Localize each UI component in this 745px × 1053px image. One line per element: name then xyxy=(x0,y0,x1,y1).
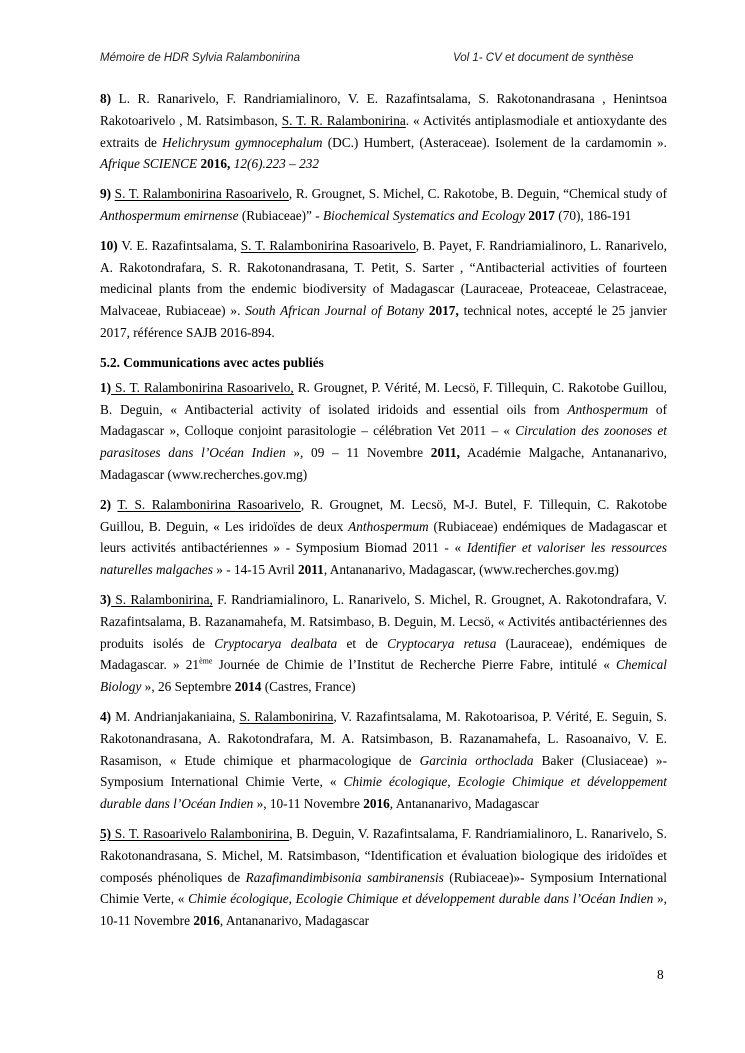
communication-entry-5: 5) S. T. Rasoarivelo Ralambonirina, B. Deguin, V. Razafintsalama, F. Randriamialinoro, L. Ranarivelo, S. Rakotonandrasana, S. Michel, M. Ratsimbason, “Identification et évaluation biologique des iridoïdes et composés phénoliques de Razafimandimbisonia sambiranensis (Rubiaceae)»- Symposium International Chimie Verte, « Chimie écologique, Ecologie Chimique et développement durable dans l’Océan Indien », 10-11 Novembre 2016, Antananarivo, Madagascar xyxy=(100,825,668,929)
entry-number: 8) xyxy=(100,91,112,106)
running-header-right: Vol 1- CV et document de synthèse xyxy=(453,52,634,64)
author-highlight: S. T. Ralambonirina Rasoarivelo, xyxy=(111,379,294,395)
volume: technical notes, accepté le 25 janvier 2017, référence SAJB 2016-894. xyxy=(100,303,667,340)
journal-name: Afrique SCIENCE xyxy=(100,156,198,172)
species-name: Anthospermum xyxy=(348,518,429,534)
event-title: Circulation des zoonoses et parasitoses dans l’Océan Indien xyxy=(100,423,667,461)
communication-entry-2: 2) T. S. Ralambonirina Rasoarivelo, R. Grougnet, M. Lecsö, M-J. Butel, F. Tillequin, C. Rakotobe Guillou, B. Deguin, « Les iridoïdes de deux Anthospermum (Rubiaceae) endémiques de Madagascar et leurs activités antibactériennes » - Symposium Biomad 2011 - « Identifier et valoriser les ressources naturelles malgaches » - 14-15 Avril 2011, Antananarivo, Madagascar, (www.recherches.gov.mg) xyxy=(100,496,667,578)
year: 2014 xyxy=(234,679,262,695)
species-name: Helichrysum gymnocephalum xyxy=(162,134,323,150)
author-highlight: S. T. Ralambonirina Rasoarivelo xyxy=(240,237,416,253)
page-content xyxy=(100,88,667,940)
species-name: Anthospermum xyxy=(567,401,649,417)
species-name: Razafimandimbisonia sambiranensis xyxy=(245,869,444,885)
entry-number: 10) xyxy=(100,237,118,253)
species-name: Cryptocarya dealbata xyxy=(214,635,338,651)
page-number: 8 xyxy=(657,967,664,982)
volume: 12(6).223 – 232 xyxy=(230,156,320,172)
event-title: Identifier et valoriser les ressources naturelles malgaches xyxy=(100,540,667,578)
author-highlight: S. Ralambonirina, xyxy=(111,591,213,607)
journal-name: Biochemical Systematics and Ecology xyxy=(323,207,526,223)
entry-number: 4) xyxy=(100,708,112,724)
year: 2017 xyxy=(525,207,555,223)
year: 2017, xyxy=(424,303,459,319)
event-title: Chimie écologique, Ecologie Chimique et développement durable dans l’Océan Indien xyxy=(188,891,654,907)
author-highlight: T. S. Ralambonirina Rasoarivelo xyxy=(117,496,301,512)
superscript: ème xyxy=(199,656,213,666)
author-highlight: S. T. R. Ralambonirina xyxy=(281,112,406,128)
communication-entry-4: 4) M. Andrianjakaniaina, S. Ralambonirina, V. Razafintsalama, M. Rakotoarisoa, P. Vérité, E. Seguin, S. Rakotonandrasana, A. Rakotondrafara, M. A. Ratsimbason, B. Razanamahefa, L. Rasoanaivo, V. E. Rasamison, « Etude chimique et pharmacologique de Garcinia orthoclada Baker (Clusiaceae) »- Symposium International Chimie Verte, « Chimie écologique, Ecologie Chimique et développement durable dans l’Océan Indien », 10-11 Novembre 2016, Antananarivo, Madagascar xyxy=(100,708,668,812)
year: 2016 xyxy=(363,796,390,812)
entry-number: 5) xyxy=(100,825,112,841)
event-title: Chimie écologique, Ecologie Chimique et développement durable dans l’Océan Indien xyxy=(100,774,667,812)
year: 2016, xyxy=(197,156,231,172)
event-title: Chemical Biology xyxy=(100,657,667,695)
publication-entry-9: 9) S. T. Ralambonirina Rasoarivelo, R. Grougnet, S. Michel, C. Rakotobe, B. Deguin, “Chemical study of Anthospermum emirnense (Rubiaceae)” - Biochemical Systematics and Ecology 2017 (70), 186-191 xyxy=(100,186,667,223)
entry-number: 2) xyxy=(100,496,112,512)
entry-number: 1) xyxy=(100,379,112,395)
author-highlight: S. Ralambonirina xyxy=(239,708,334,724)
year: 2011 xyxy=(297,562,324,578)
publication-entry-8: 8) L. R. Ranarivelo, F. Randriamialinoro, V. E. Razafintsalama, S. Rakotonandrasana , Henintsoa Rakotoarivelo , M. Ratsimbason, S. T. R. Ralambonirina. « Activités antiplasmodiale et antioxydante des extraits de Helichrysum gymnocephalum (DC.) Humbert, (Asteraceae). Isolement de la cardamomin ». Afrique SCIENCE 2016, 12(6).223 – 232 xyxy=(100,91,668,172)
communication-entry-3: 3) S. Ralambonirina, F. Randriamialinoro, L. Ranarivelo, S. Michel, R. Grougnet, A. Rakotondrafara, V. Razafintsalama, B. Razanamahefa, M. Ratsimbaso, B. Deguin, M. Lecsö, « Activités antibactériennes des produits isolés de Cryptocarya dealbata et de Cryptocarya retusa (Lauraceae), endémiques de Madagascar. » 21ème Journée de Chimie de l’Institut de Recherche Pierre Fabre, intitulé « Chemical Biology », 26 Septembre 2014 (Castres, France) xyxy=(100,591,667,695)
author-highlight: S. T. Ralambonirina Rasoarivelo xyxy=(114,186,289,202)
entry-number: 3) xyxy=(100,591,112,607)
species-name: Anthospermum emirnense xyxy=(100,207,239,223)
entry-number: 9) xyxy=(100,186,112,202)
communication-entry-1: 1) S. T. Ralambonirina Rasoarivelo, R. Grougnet, P. Vérité, M. Lecsö, F. Tillequin, C. Rakotobe Guillou, B. Deguin, « Antibacterial activity of isolated iridoids and essential oils from Anthospermum of Madagascar », Colloque conjoint parasitologie – célébration Vet 2011 – « Circulation des zoonoses et parasitoses dans l’Océan Indien », 09 – 11 Novembre 2011, Académie Malgache, Antananarivo, Madagascar (www.recherches.gov.mg) xyxy=(100,379,668,482)
species-name: Cryptocarya retusa xyxy=(387,635,497,651)
publication-entry-10: 10) V. E. Razafintsalama, S. T. Ralambonirina Rasoarivelo, B. Payet, F. Randriamialinoro, L. Ranarivelo, A. Rakotondrafara, S. R. Rakotonandrasana, T. Petit, S. Sarter , “Antibacterial activities of fourteen medicinal plants from the endemic biodiversity of Madagascar (Lauraceae, Proteaceae, Celastraceae, Malvaceae, Rubiaceae) ». South African Journal of Botany 2017, technical notes, accepté le 25 janvier 2017, référence SAJB 2016-894. xyxy=(100,237,667,340)
species-name: Garcinia orthoclada xyxy=(419,752,534,768)
journal-name: South African Journal of Botany xyxy=(245,303,424,319)
author-highlight: S. T. Rasoarivelo Ralambonirina xyxy=(111,825,290,841)
section-heading: 5.2. Communications avec actes publiés xyxy=(100,354,324,370)
running-header-left: Mémoire de HDR Sylvia Ralambonirina xyxy=(100,52,301,64)
year: 2011, xyxy=(430,445,460,461)
volume: (70), 186-191 xyxy=(554,207,632,223)
year: 2016 xyxy=(193,913,220,929)
